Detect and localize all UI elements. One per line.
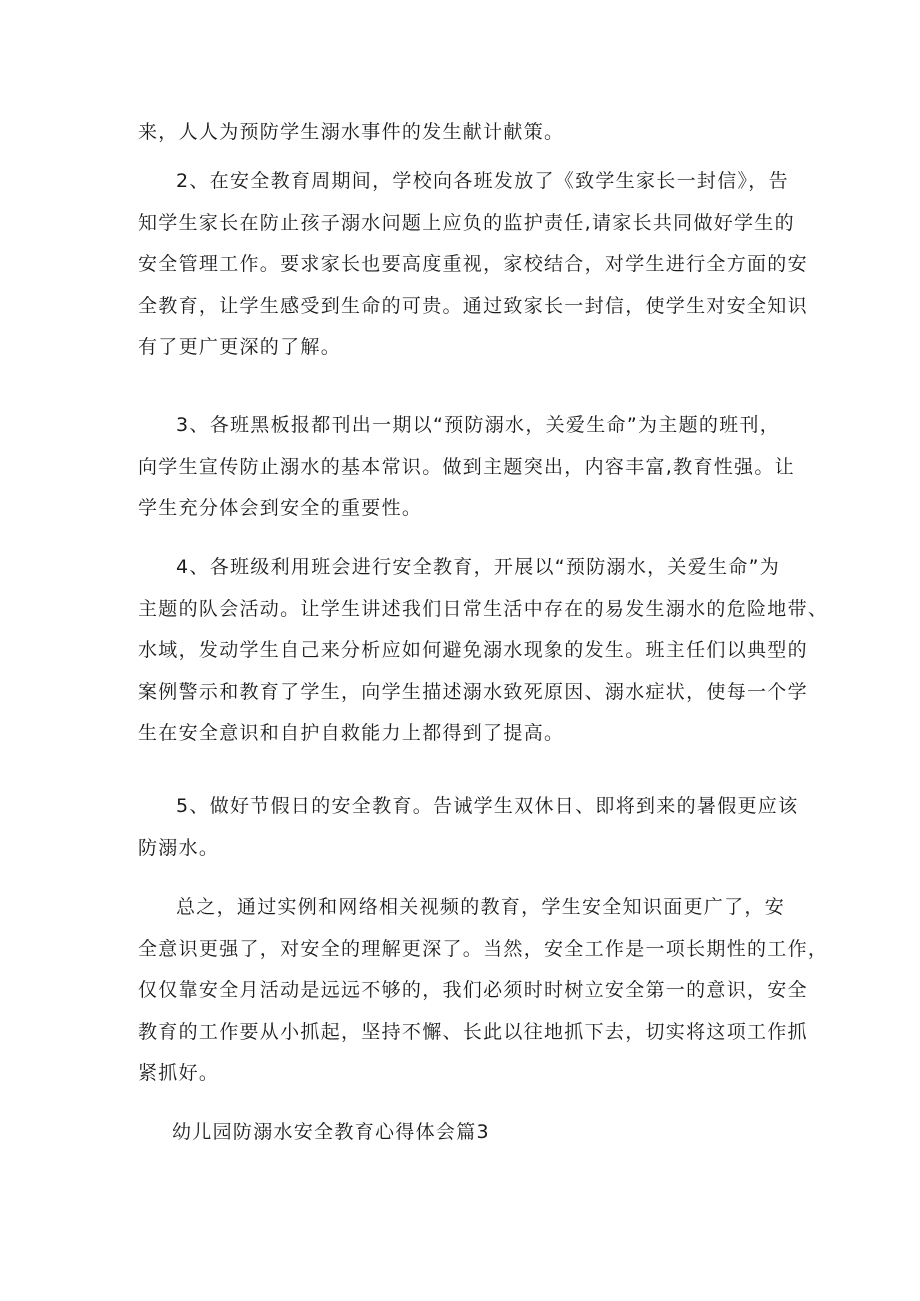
paragraph-summary — [138, 887, 829, 1095]
paragraph-line: 来，人人为预防学生溺水事件的发生献计献策。 — [138, 121, 565, 143]
paragraph-line: 4、各班级利用班会进行安全教育，开展以“预防溺水，关爱生命”为 — [176, 556, 781, 578]
paragraph-line: 水域，发动学生自己来分析应如何避免溺水现象的发生。班主任们以典型的 — [138, 639, 808, 661]
paragraph-line: 仅仅靠安全月活动是远远不够的，我们必须时时树立安全第一的意识，安全 — [138, 979, 808, 1001]
paragraph-line: 教育的工作要从小抓起，坚持不懈、长此以往地抓下去，切实将这项工作抓 — [138, 1020, 808, 1043]
paragraph-line: 紧抓好。 — [138, 1062, 220, 1084]
paragraph-line: 知学生家长在防止孩子溺水问题上应负的监护责任,请家长共同做好学生的 — [138, 211, 795, 234]
paragraph-line: 总之，通过实例和网络相关视频的教育，学生安全知识面更广了，安 — [176, 896, 786, 918]
paragraph-item-5 — [138, 786, 798, 869]
section-heading: 幼儿园防溺水安全教育心得体会篇3 — [172, 1121, 490, 1143]
paragraph-line: 全教育，让学生感受到生命的可贵。通过致家长一封信，使学生对安全知识 — [138, 294, 808, 317]
paragraph-line: 2、在安全教育周期间，学校向各班发放了《致学生家长一封信》，告 — [176, 170, 789, 192]
paragraph-line: 安全管理工作。要求家长也要高度重视，家校结合，对学生进行全方面的安 — [138, 253, 808, 275]
paragraph-continuation — [138, 112, 798, 154]
paragraph-item-3 — [138, 405, 798, 530]
paragraph-item-4 — [138, 547, 829, 755]
paragraph-line: 防溺水。 — [138, 836, 220, 859]
paragraph-line: 生在安全意识和自护自救能力上都得到了提高。 — [138, 722, 565, 744]
paragraph-line: 向学生宣传防止溺水的基本常识。做到主题突出，内容丰富,教育性强。让 — [138, 455, 795, 478]
paragraph-item-2 — [138, 161, 808, 369]
paragraph-line: 3、各班黑板报都刊出一期以“预防溺水，关爱生命”为主题的班刊， — [176, 414, 781, 436]
paragraph-line: 学生充分体会到安全的重要性。 — [138, 497, 423, 519]
paragraph-line: 案例警示和教育了学生，向学生描述溺水致死原因、溺水症状，使每一个学 — [138, 680, 808, 703]
paragraph-line: 有了更广更深的了解。 — [138, 336, 342, 358]
paragraph-line: 5、做好节假日的安全教育。告诫学生双休日、即将到来的暑假更应该 — [176, 795, 799, 817]
paragraph-line: 全意识更强了，对安全的理解更深了。当然，安全工作是一项长期性的工作， — [138, 937, 829, 960]
paragraph-line: 主题的队会活动。让学生讲述我们日常生活中存在的易发生溺水的危险地带、 — [138, 597, 829, 620]
